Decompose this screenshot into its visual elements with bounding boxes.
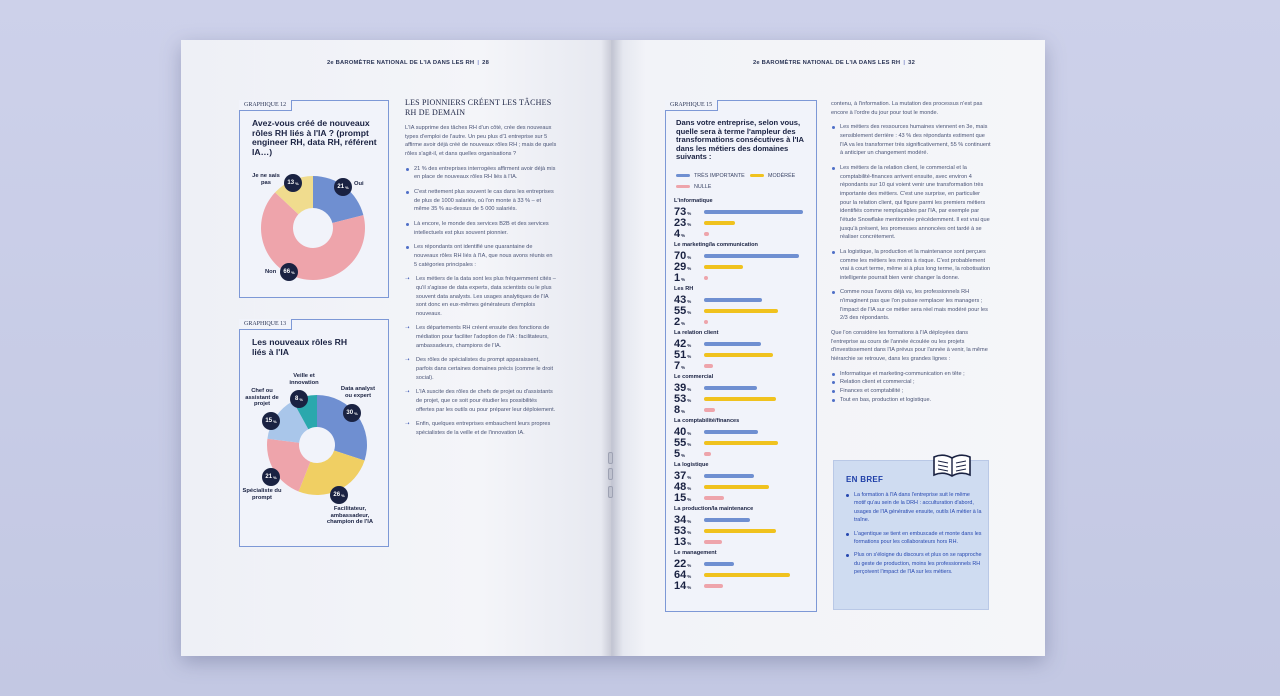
value-label: 51%: [674, 349, 692, 361]
en-bref-list: [846, 491, 982, 581]
value-label: 13%: [674, 536, 692, 548]
arrow-item-4: ➝ L'IA suscite des rôles de chefs de projet ou d'assistants de projet, que ce soit pour étudier les possibilités offertes par les outils ou pour préparer leur déploiement.: [405, 388, 557, 414]
legend-item-moderee: MODÉRÉE: [750, 173, 795, 179]
value-label: 7%: [674, 360, 686, 372]
graph13-pct-data: 30 %: [343, 404, 361, 422]
value-label: 1%: [674, 272, 686, 284]
intro-paragraph: L'IA supprime des tâches RH d'un côté, crée des nouveaux types d'emploi de l'autre. Un peu plus d'1 entreprise sur 5 affirme avoir déjà créé de nouveaux rôles RH ; mais de quels rôles s'agit-il, et dans quelles organisations ?: [405, 125, 557, 157]
graph15-box: [665, 100, 817, 612]
value-label: 22%: [674, 558, 692, 570]
right-bullet-4: Comme nous l'avons déjà vu, les professionnels RH n'imaginent pas que l'on puisse remplacer les managers ; l'impact de l'IA sur ce métier sera réel mais modéré pour les 2/3 des répondants.: [831, 288, 991, 323]
category-label: Le marketing/la communication: [674, 242, 758, 248]
value-label: 15%: [674, 492, 692, 504]
category-label: Les RH: [674, 286, 694, 292]
staple: [608, 486, 613, 498]
open-book-icon: [932, 451, 972, 479]
bar: [704, 309, 778, 313]
category-label: La logistique: [674, 462, 709, 468]
value-label: 55%: [674, 437, 692, 449]
staple: [608, 468, 613, 480]
bullet-2: C'est nettement plus souvent le cas dans les entreprises de plus de 1000 salariés, où l'on monte à 33 % – et même 35 % au-dessus de 5 000 salariés.: [405, 188, 557, 214]
running-head-left: 2e BAROMÈTRE NATIONAL DE L'IA DANS LES RH | 28: [327, 60, 490, 66]
value-label: 2%: [674, 316, 686, 328]
arrow-item-5: ➝ Enfin, quelques entreprises embauchent leurs propres spécialistes de la veille et de l'innovation IA.: [405, 420, 557, 437]
bullet-1: 21 % des entreprises interrogées affirment avoir déjà mis en place de nouveaux rôles RH liés à l'IA.: [405, 165, 557, 182]
right-bullet-2: Les métiers de la relation client, le commercial et la comptabilité-finances arrivent ensuite, avec environ 4 répondants sur 10 qui voient venir une transformation très importante des métiers. C'est une surprise, en particulier pour la relation client, qui figure parmi les premiers métiers identifiés comme remplaçables par l'IA, par exemple par l'étude Snowflake mentionnée précédemment. Il est vrai que jusqu'à présent, les promesses annoncées ont tardé à se réaliser concrètement.: [831, 164, 991, 242]
graph15-title: Dans votre entreprise, selon vous, quelle sera à terme l'ampleur des transformations consécutives à l'IA dans les métiers des domaines suivants :: [676, 118, 804, 161]
legend-item-important: TRÈS IMPORTANTE: [676, 173, 745, 179]
graph12-pct-nsp: 13 %: [284, 174, 302, 192]
bar: [704, 408, 715, 412]
page-number: 32: [908, 60, 916, 66]
right-page: [611, 40, 1045, 656]
section-heading: LES PIONNIERS CRÉENT LES TÂCHES RH DE DEMAIN: [405, 98, 552, 117]
graph13-pct-veille: 8 %: [290, 390, 308, 408]
value-label: 23%: [674, 217, 692, 229]
open-booklet: [181, 40, 1045, 656]
bar: [704, 540, 722, 544]
page-number: 28: [482, 60, 490, 66]
bar: [704, 298, 762, 302]
bar: [704, 584, 723, 588]
graph13-pct-facilitateur: 26 %: [330, 486, 348, 504]
graph13-label-prompt: Spécialiste du prompt: [242, 488, 282, 501]
right-bullet-3: La logistique, la production et la maintenance sont perçues comme les métiers les moins à risque. C'est probablement vrai à court terme, même si à plus long terme, la robotisation intelligente pourrait bien venir changer la donne.: [831, 248, 991, 283]
bar: [704, 474, 754, 478]
value-label: 64%: [674, 569, 692, 581]
bar: [704, 364, 713, 368]
arrow-item-1: ➝ Les métiers de la data sont les plus fréquemment cités – qu'il s'agisse de data experts, data scientists ou le plus souvent data analysts. Les usages analytiques de l'IA sont donc en eux-mêmes générateurs d'emplois nouveaux.: [405, 275, 557, 318]
graph15-bars: [666, 101, 818, 613]
book-gutter: [601, 40, 623, 656]
value-label: 39%: [674, 382, 692, 394]
list-item: Informatique et marketing-communication en tête ;: [831, 370, 991, 379]
category-label: Le commercial: [674, 374, 714, 380]
value-label: 14%: [674, 580, 692, 592]
graph12-label-non: Non: [265, 269, 277, 275]
bar: [704, 265, 743, 269]
graph13-pct-prompt: 21 %: [262, 468, 280, 486]
bar: [704, 342, 761, 346]
en-bref-item: L'agentique se tient en embuscade et monte dans les formations pour les collaborateurs hors RH.: [846, 530, 982, 547]
graph12-box: [239, 100, 389, 298]
arrow-item-3: ➝ Des rôles de spécialistes du prompt apparaissent, parfois dans certaines domaines précis (comme le droit social).: [405, 356, 557, 382]
left-text-column: [405, 124, 557, 444]
text-top: contenu, à l'information. La mutation des processus n'est pas encore à l'ordre du jour pour tout le monde.: [831, 101, 983, 116]
value-label: 55%: [674, 305, 692, 317]
left-page: [181, 40, 611, 656]
value-label: 5%: [674, 448, 686, 460]
value-label: 34%: [674, 514, 692, 526]
value-label: 8%: [674, 404, 686, 416]
legend-item-nulle: NULLE: [676, 184, 711, 190]
category-label: La relation client: [674, 330, 719, 336]
bar: [704, 276, 708, 280]
category-label: Le management: [674, 550, 717, 556]
bar: [704, 353, 773, 357]
graph13-pct-chef: 15 %: [262, 412, 280, 430]
graph13-title: Les nouveaux rôles RH liés à l'IA: [252, 337, 348, 357]
bar: [704, 386, 757, 390]
graph12-pct-oui: 21 %: [334, 178, 352, 196]
bar: [704, 221, 735, 225]
running-head-right: 2e BAROMÈTRE NATIONAL DE L'IA DANS LES RH | 32: [753, 60, 916, 66]
value-label: 53%: [674, 393, 692, 405]
en-bref-item: Plus on s'éloigne du discours et plus on se rapproche du geste de production, moins les professionnels RH perçoivent l'impact de l'IA sur les métiers.: [846, 551, 982, 576]
graph12-label-oui: Oui: [354, 181, 364, 187]
value-label: 43%: [674, 294, 692, 306]
value-label: 53%: [674, 525, 692, 537]
category-label: La production/la maintenance: [674, 506, 754, 512]
donut-slice: [317, 395, 367, 460]
bar: [704, 485, 769, 489]
en-bref-item: La formation à l'IA dans l'entreprise suit le même motif qu'au sein de la DRH : acculturation d'abord, usages de l'IA générative ensuite, outils IA métier à la traîne.: [846, 491, 982, 525]
bullet-4: Les répondants ont identifié une quarantaine de nouveaux rôles RH liés à l'IA, que nous avons réunis en 5 catégories principales :: [405, 243, 557, 269]
bar: [704, 496, 724, 500]
staple: [608, 452, 613, 464]
arrow-item-2: ➝ Les départements RH créent ensuite des fonctions de médiation pour faciliter l'adoption de l'IA : facilitateurs, ambassadeurs, champions de l'IA.: [405, 324, 557, 350]
category-label: L'informatique: [674, 198, 713, 204]
bar: [704, 320, 708, 324]
bar: [704, 430, 758, 434]
value-label: 48%: [674, 481, 692, 493]
bar: [704, 529, 776, 533]
bar: [704, 210, 803, 214]
bar: [704, 573, 790, 577]
graph13-label-facilitateur: Facilitateur, ambassadeur, champion de l'IA: [326, 506, 374, 526]
value-label: 42%: [674, 338, 692, 350]
graph13-label-chef: Chef ou assistant de projet: [245, 388, 279, 408]
bar: [704, 254, 799, 258]
graph12-tag: GRAPHIQUE 12: [239, 100, 292, 111]
value-label: 4%: [674, 228, 686, 240]
bar: [704, 562, 734, 566]
graph13-label-data: Data analyst ou expert: [340, 386, 376, 399]
graph12-title: Avez-vous créé de nouveaux rôles RH liés à l'IA ? (prompt engineer RH, data RH, référent IA…): [252, 118, 377, 157]
graph12-label-nsp: Je ne sais pas: [252, 173, 280, 186]
list-item: Relation client et commercial ;: [831, 378, 991, 387]
graph13-box: [239, 319, 389, 547]
graph13-tag: GRAPHIQUE 13: [239, 319, 292, 330]
value-label: 29%: [674, 261, 692, 273]
right-bullet-1: Les métiers des ressources humaines viennent en 3e, mais sensiblement derrière : 43 % des répondants estiment que l'IA va les transformer très significativement, 55 % continuent à anticiper un changement modéré.: [831, 123, 991, 158]
value-label: 70%: [674, 250, 692, 262]
en-bref-title: EN BREF: [846, 475, 884, 484]
paragraph-hierarchy: Que l'on considère les formations à l'IA déployées dans l'entreprise au cours de l'année écoulée ou les projets d'investissement dans l'IA prévus pour l'année à venir, la même hiérarchie se retrouve, dans les grandes lignes :: [831, 330, 988, 363]
list-item: Tout en bas, production et logistique.: [831, 396, 991, 405]
value-label: 40%: [674, 426, 692, 438]
bar: [704, 452, 711, 456]
en-bref-box: [833, 460, 989, 610]
running-head-text: 2e BAROMÈTRE NATIONAL DE L'IA DANS LES RH: [327, 60, 475, 66]
value-label: 37%: [674, 470, 692, 482]
right-text-column: [831, 100, 991, 404]
category-label: La comptabilité/finances: [674, 418, 740, 424]
value-label: 73%: [674, 206, 692, 218]
running-head-text: 2e BAROMÈTRE NATIONAL DE L'IA DANS LES RH: [753, 60, 901, 66]
bullet-3: Là encore, le monde des services B2B et des services intellectuels est plus souvent pionnier.: [405, 220, 557, 237]
graph15-tag: GRAPHIQUE 15: [665, 100, 718, 111]
list-item: Finances et comptabilité ;: [831, 387, 991, 396]
bar: [704, 232, 709, 236]
graph13-label-veille: Veille et innovation: [289, 373, 319, 386]
graph12-pct-non: 66 %: [280, 263, 298, 281]
bar: [704, 397, 776, 401]
bar: [704, 441, 778, 445]
bar: [704, 518, 750, 522]
